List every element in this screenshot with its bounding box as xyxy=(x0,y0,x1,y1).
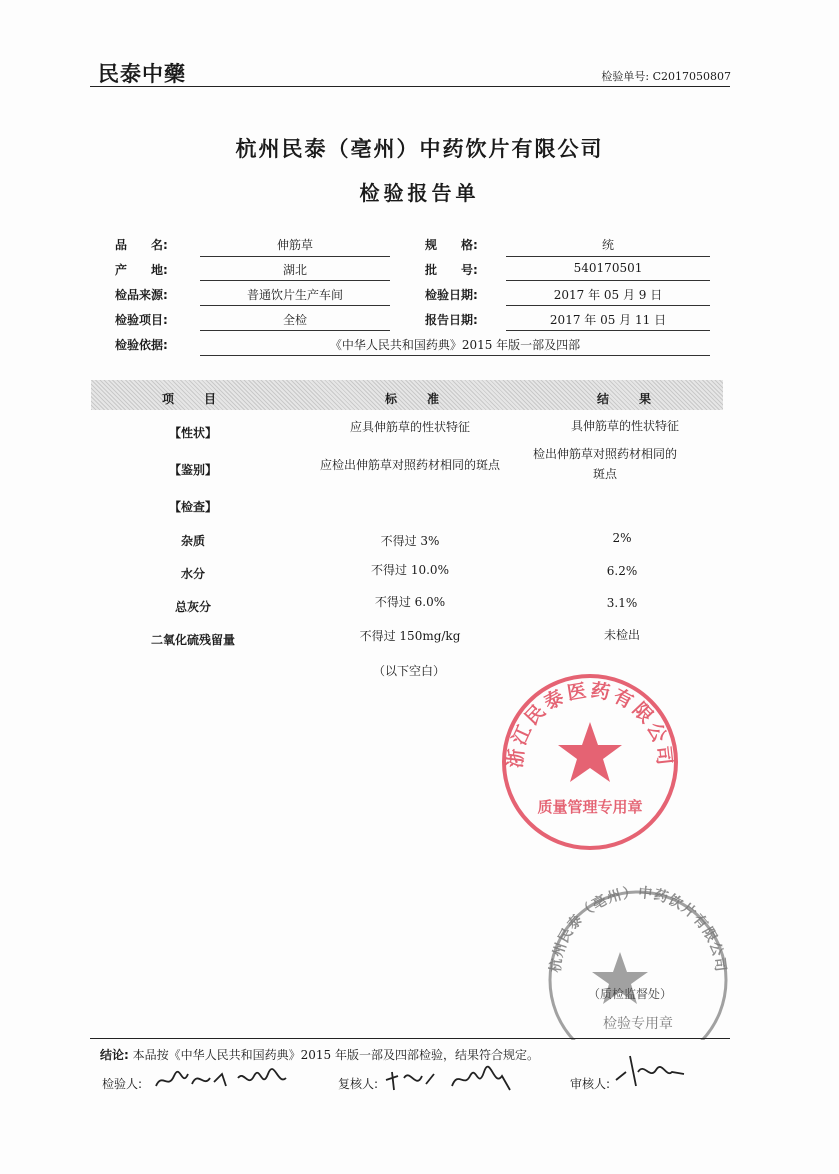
inspection-item-value: 全检 xyxy=(282,313,307,327)
origin-value: 湖北 xyxy=(282,263,307,277)
spec-value: 统 xyxy=(601,238,614,252)
row-result-impurities: 2% xyxy=(612,531,632,545)
sample-source-value: 普通饮片生产车间 xyxy=(246,288,343,302)
row-item-so2-residue: 二氧化硫残留量 xyxy=(150,633,235,647)
seal-star-icon xyxy=(558,722,622,782)
inspection-date-underline xyxy=(506,305,710,306)
quality-seal xyxy=(495,667,685,857)
quality-seal-subtitle: 质量管理专用章 xyxy=(537,798,643,816)
company-name: 杭州民泰（亳州）中药饮片有限公司 xyxy=(235,137,604,161)
product-name-label: 品 名: xyxy=(115,238,168,252)
row-item-moisture: 水分 xyxy=(180,567,205,581)
inspection-seal-bottom-text: 检验专用章 xyxy=(603,1016,673,1032)
product-name-underline xyxy=(200,256,390,257)
row-result-total-ash: 3.1% xyxy=(606,596,638,610)
auditor-signature xyxy=(612,1050,692,1090)
row-standard-impurities: 不得过 3% xyxy=(380,534,440,548)
row-standard-total-ash: 不得过 6.0% xyxy=(374,595,446,609)
brand-logo: 民泰中藥 xyxy=(98,61,186,86)
inspection-seal-subtitle: （质检监督处） xyxy=(587,987,673,1001)
batch-value: 540170501 xyxy=(573,261,643,275)
spec-underline xyxy=(506,256,710,257)
sample-source-label: 检品来源: xyxy=(115,288,168,302)
row-standard-identification: 应检出伸筋草对照药材相同的斑点 xyxy=(319,458,500,472)
inspection-seal xyxy=(542,880,732,1040)
header-divider xyxy=(90,86,730,87)
row-standard-so2-residue: 不得过 150mg/kg xyxy=(359,629,461,643)
inspection-seal-arc-text: 杭州民泰（亳州）中药饮片有限公司 xyxy=(547,885,729,974)
spec-label: 规 格: xyxy=(425,238,478,252)
row-result-identification: 检出伸筋草对照药材相同的斑点 xyxy=(532,447,677,481)
row-result-moisture: 6.2% xyxy=(606,564,638,578)
inspection-item-underline xyxy=(200,330,390,331)
blank-note: （以下空白） xyxy=(372,664,445,678)
report-number-value: C2017050807 xyxy=(652,70,731,83)
report-number-label: 检验单号: xyxy=(601,70,650,83)
row-item-total-ash: 总灰分 xyxy=(174,600,211,614)
row-item-identification: 【鉴别】 xyxy=(168,463,217,477)
inspector-signature xyxy=(152,1064,292,1096)
conclusion xyxy=(100,1046,539,1063)
table-header-result: 结 果 xyxy=(597,392,654,406)
document-title: 检验报告单 xyxy=(359,181,480,205)
svg-text:杭州民泰（亳州）中药饮片有限公司 xyxy=(547,884,729,973)
row-standard-moisture: 不得过 10.0% xyxy=(371,563,449,577)
row-item-checks: 【检查】 xyxy=(168,500,217,514)
row-standard-appearance: 应具伸筋草的性状特征 xyxy=(349,420,470,434)
table-header-standard: 标 准 xyxy=(385,392,442,406)
inspection-item-label: 检验项目: xyxy=(115,313,168,327)
footer-divider xyxy=(90,1038,730,1039)
reviewer-signature xyxy=(382,1064,522,1096)
auditor-label: 审核人: xyxy=(570,1077,611,1091)
inspection-date-value: 2017 年 05 月 9 日 xyxy=(553,288,663,302)
report-date-value: 2017 年 05 月 11 日 xyxy=(549,313,667,327)
batch-label: 批 号: xyxy=(425,263,478,277)
quality-seal-arc-text: 浙江民泰医药有限公司 xyxy=(504,679,676,770)
basis-label: 检验依据: xyxy=(115,338,168,352)
row-item-impurities: 杂质 xyxy=(180,534,205,548)
conclusion-label: 结论: xyxy=(100,1048,129,1062)
report-date-underline xyxy=(506,330,710,331)
row-result-appearance: 具伸筋草的性状特征 xyxy=(570,419,679,433)
reviewer-label: 复核人: xyxy=(338,1077,379,1091)
inspector-label: 检验人: xyxy=(102,1077,143,1091)
row-result-so2-residue: 未检出 xyxy=(603,628,640,642)
origin-underline xyxy=(200,280,390,281)
inspection-date-label: 检验日期: xyxy=(425,288,478,302)
basis-underline xyxy=(200,355,710,356)
table-header-item: 项 目 xyxy=(162,392,219,406)
row-item-appearance: 【性状】 xyxy=(168,426,217,440)
batch-underline xyxy=(506,280,710,281)
basis-value: 《中华人民共和国药典》2015 年版一部及四部 xyxy=(329,338,581,352)
report-date-label: 报告日期: xyxy=(425,313,478,327)
report-number xyxy=(601,68,731,84)
product-name-value: 伸筋草 xyxy=(276,238,313,252)
conclusion-text: 本品按《中华人民共和国药典》2015 年版一部及四部检验，结果符合规定。 xyxy=(132,1048,539,1062)
sample-source-underline xyxy=(200,305,390,306)
origin-label: 产 地: xyxy=(115,263,168,277)
